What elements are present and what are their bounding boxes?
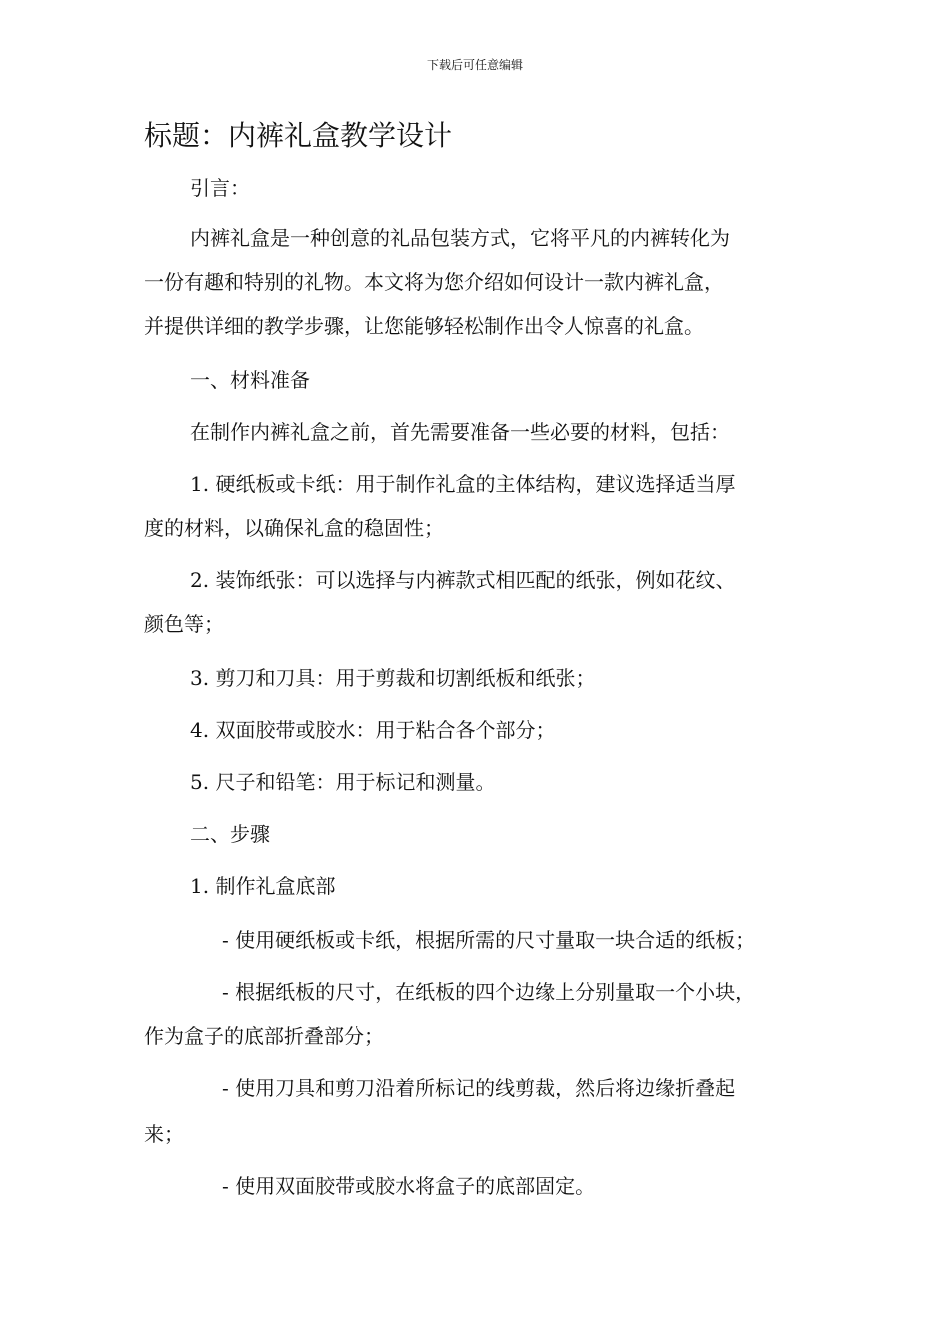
step-1-item-2-line-2: 作为盒子的底部折叠部分； <box>144 1024 384 1048</box>
material-item-1-line-2: 度的材料，以确保礼盒的稳固性； <box>144 516 444 540</box>
step-1-item-1: - 使用硬纸板或卡纸，根据所需的尺寸量取一块合适的纸板； <box>222 928 756 952</box>
material-item-1-line-1: 1. 硬纸板或卡纸：用于制作礼盒的主体结构，建议选择适当厚 <box>190 472 736 496</box>
page-header: 下载后可任意编辑 <box>426 58 523 72</box>
section-heading-materials: 一、材料准备 <box>190 368 310 392</box>
section-heading-steps: 二、步骤 <box>190 822 270 846</box>
intro-heading: 引言： <box>190 176 250 200</box>
materials-intro: 在制作内裤礼盒之前，首先需要准备一些必要的材料，包括： <box>190 420 730 444</box>
intro-line-1: 内裤礼盒是一种创意的礼品包装方式，它将平凡的内裤转化为 <box>190 226 730 250</box>
material-item-5: 5. 尺子和铅笔：用于标记和测量。 <box>190 770 496 794</box>
step-1-heading: 1. 制作礼盒底部 <box>190 874 336 898</box>
document-title: 标题：内裤礼盒教学设计 <box>144 119 453 152</box>
step-1-item-3-line-2: 来； <box>144 1122 184 1146</box>
material-item-4: 4. 双面胶带或胶水：用于粘合各个部分； <box>190 718 556 742</box>
intro-line-2: 一份有趣和特别的礼物。本文将为您介绍如何设计一款内裤礼盒， <box>144 270 724 294</box>
step-1-item-2-line-1: - 根据纸板的尺寸，在纸板的四个边缘上分别量取一个小块， <box>222 980 756 1004</box>
material-item-2-line-2: 颜色等； <box>144 612 224 636</box>
material-item-3: 3. 剪刀和刀具：用于剪裁和切割纸板和纸张； <box>190 666 596 690</box>
step-1-item-4: - 使用双面胶带或胶水将盒子的底部固定。 <box>222 1174 596 1198</box>
material-item-2-line-1: 2. 装饰纸张：可以选择与内裤款式相匹配的纸张，例如花纹、 <box>190 568 736 592</box>
step-1-item-3-line-1: - 使用刀具和剪刀沿着所标记的线剪裁，然后将边缘折叠起 <box>222 1076 736 1100</box>
intro-line-3: 并提供详细的教学步骤，让您能够轻松制作出令人惊喜的礼盒。 <box>144 314 704 338</box>
